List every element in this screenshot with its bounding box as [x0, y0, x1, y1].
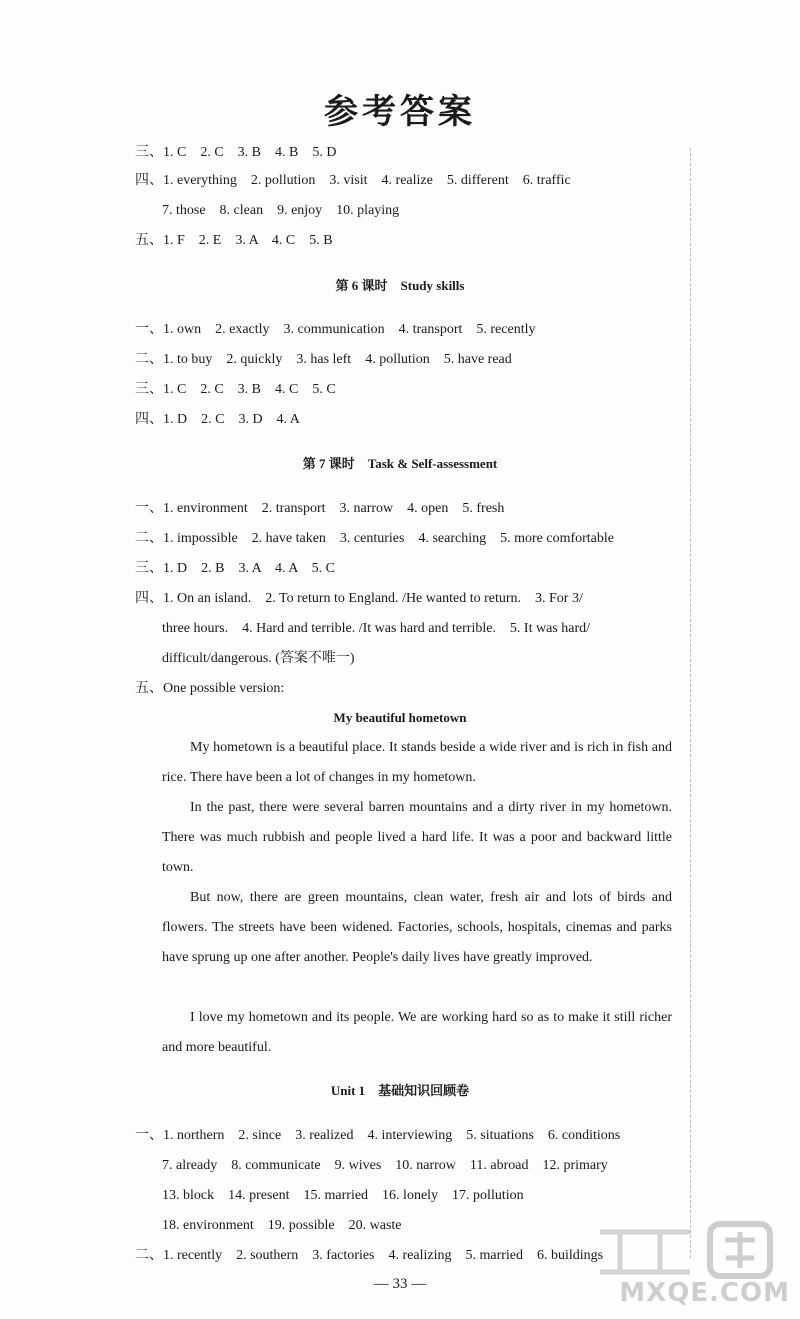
answer-line: three hours. 4. Hard and terrible. /It was hard and terrible. 5. It was hard/ [162, 621, 591, 636]
answer-line: 7. those 8. clean 9. enjoy 10. playing [162, 203, 400, 218]
answer-line: 四、1. D 2. C 3. D 4. A [135, 412, 300, 427]
answer-line: 三、1. D 2. B 3. A 4. A 5. C [135, 561, 335, 576]
answer-line: 五、1. F 2. E 3. A 4. C 5. B [135, 233, 333, 248]
answer-line: 四、1. On an island. 2. To return to England. /He wanted to return. 3. For 3/ [135, 591, 583, 606]
essay-paragraph: In the past, there were several barren mountains and a dirty river in my hometown. There was much rubbish and people lived a hard life. It was a poor and backward little town. [162, 800, 672, 875]
answer-line: 13. block 14. present 15. married 16. lonely 17. pollution [162, 1188, 524, 1203]
section-heading: 第 6 课时 Study skills [335, 278, 465, 293]
answer-line: 三、1. C 2. C 3. B 4. B 5. D [135, 145, 337, 160]
section-heading: Unit 1 基础知识回顾卷 [330, 1083, 470, 1098]
watermark-logo [560, 1218, 796, 1314]
essay-paragraph: I love my hometown and its people. We are working hard so as to make it still richer and more beautiful. [162, 1010, 672, 1055]
answer-line: 四、1. everything 2. pollution 3. visit 4. realize 5. different 6. traffic [135, 173, 571, 188]
answer-line: 二、1. impossible 2. have taken 3. centuries 4. searching 5. more comfortable [135, 531, 614, 546]
section-heading: 第 7 课时 Task & Self-assessment [302, 456, 498, 471]
answer-line: 一、1. northern 2. since 3. realized 4. interviewing 5. situations 6. conditions [135, 1128, 621, 1143]
answer-line: difficult/dangerous. (答案不唯一) [162, 651, 355, 666]
essay-paragraph: But now, there are green mountains, clean water, fresh air and lots of birds and flowers. The streets have been widened. Factories, schools, hospitals, cinemas and parks have sprung up one after another. People's daily lives have greatly improved. [162, 890, 672, 965]
answer-line: 二、1. recently 2. southern 3. factories 4. realizing 5. married 6. buildings [135, 1248, 604, 1263]
essay-paragraph: My hometown is a beautiful place. It stands beside a wide river and is rich in fish and rice. There have been a lot of changes in my hometown. [162, 740, 672, 785]
page-title: 参考答案 [324, 92, 476, 132]
page-number: — 33 — [373, 1276, 427, 1292]
answer-line: 18. environment 19. possible 20. waste [162, 1218, 402, 1233]
answer-line: 三、1. C 2. C 3. B 4. C 5. C [135, 382, 336, 397]
answer-line: 一、1. own 2. exactly 3. communication 4. transport 5. recently [135, 322, 536, 337]
essay-title: My beautiful hometown [333, 710, 467, 725]
answer-line: 二、1. to buy 2. quickly 3. has left 4. pollution 5. have read [135, 352, 512, 367]
answer-line: 7. already 8. communicate 9. wives 10. narrow 11. abroad 12. primary [162, 1158, 608, 1173]
watermark-text: MXQE.COM [619, 1278, 790, 1308]
answer-line: 一、1. environment 2. transport 3. narrow 4. open 5. fresh [135, 501, 505, 516]
answer-line: 五、One possible version: [135, 681, 285, 696]
